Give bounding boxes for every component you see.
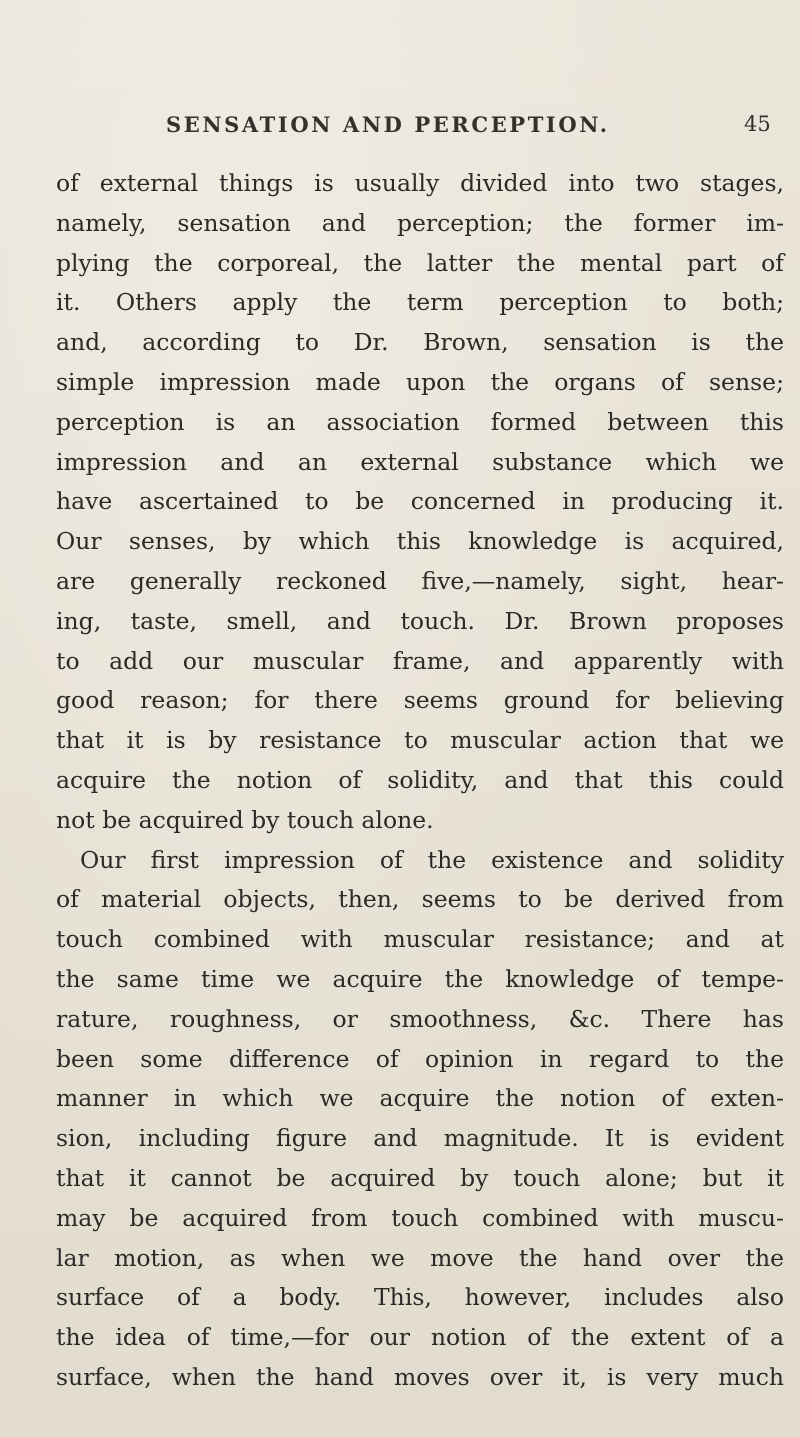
text-line: rature, roughness, or smoothness, &c. There has [56, 1004, 784, 1033]
text-line: simple impression made upon the organs of sense; [56, 367, 784, 396]
text-line: and, according to Dr. Brown, sensation is the [56, 328, 784, 357]
text-line: impression and an external substance which we [56, 447, 784, 476]
text-line: that it is by resistance to muscular action that we [56, 726, 784, 755]
paragraph-end-line: not be acquired by touch alone. [56, 805, 434, 834]
text-line: plying the corporeal, the latter the mental part of [56, 248, 784, 277]
running-title: SENSATION AND PERCEPTION. [166, 112, 610, 137]
text-line: that it cannot be acquired by touch alone; but it [56, 1163, 784, 1192]
text-line: to add our muscular frame, and apparently with [56, 646, 784, 675]
body-text [56, 164, 784, 1398]
text-line: good reason; for there seems ground for believing [56, 686, 784, 715]
text-line: may be acquired from touch combined with muscu- [56, 1203, 784, 1232]
text-line: sion, including figure and magnitude. It is evident [56, 1124, 784, 1153]
text-line: touch combined with muscular resistance; and at [56, 925, 784, 954]
paragraph-start-line: Our first impression of the existence and solidity [80, 845, 784, 874]
text-line: of material objects, then, seems to be derived from [56, 885, 784, 914]
text-line: lar motion, as when we move the hand over the [56, 1243, 784, 1272]
text-line: of external things is usually divided into two stages, [56, 169, 784, 197]
text-line: manner in which we acquire the notion of exten- [56, 1084, 784, 1113]
text-line: Our senses, by which this knowledge is acquired, [56, 527, 784, 556]
text-line: it. Others apply the term perception to both; [56, 288, 784, 317]
text-line: been some difference of opinion in regard to the [56, 1044, 784, 1073]
text-line: ing, taste, smell, and touch. Dr. Brown proposes [56, 606, 784, 635]
page-number: 45 [744, 112, 771, 136]
text-line: have ascertained to be concerned in producing it. [56, 487, 784, 516]
text-line: surface of a body. This, however, includes also [56, 1283, 784, 1312]
running-header [0, 112, 800, 152]
text-line: the idea of time,—for our notion of the extent of a [56, 1323, 784, 1352]
text-line: are generally reckoned five,—namely, sight, hear- [56, 566, 784, 595]
text-line: namely, sensation and perception; the former im- [56, 208, 784, 237]
text-line: the same time we acquire the knowledge of tempe- [56, 964, 784, 993]
text-line: surface, when the hand moves over it, is very much [56, 1362, 784, 1391]
text-line: acquire the notion of solidity, and that this could [56, 765, 784, 794]
text-line: perception is an association formed between this [56, 407, 784, 436]
